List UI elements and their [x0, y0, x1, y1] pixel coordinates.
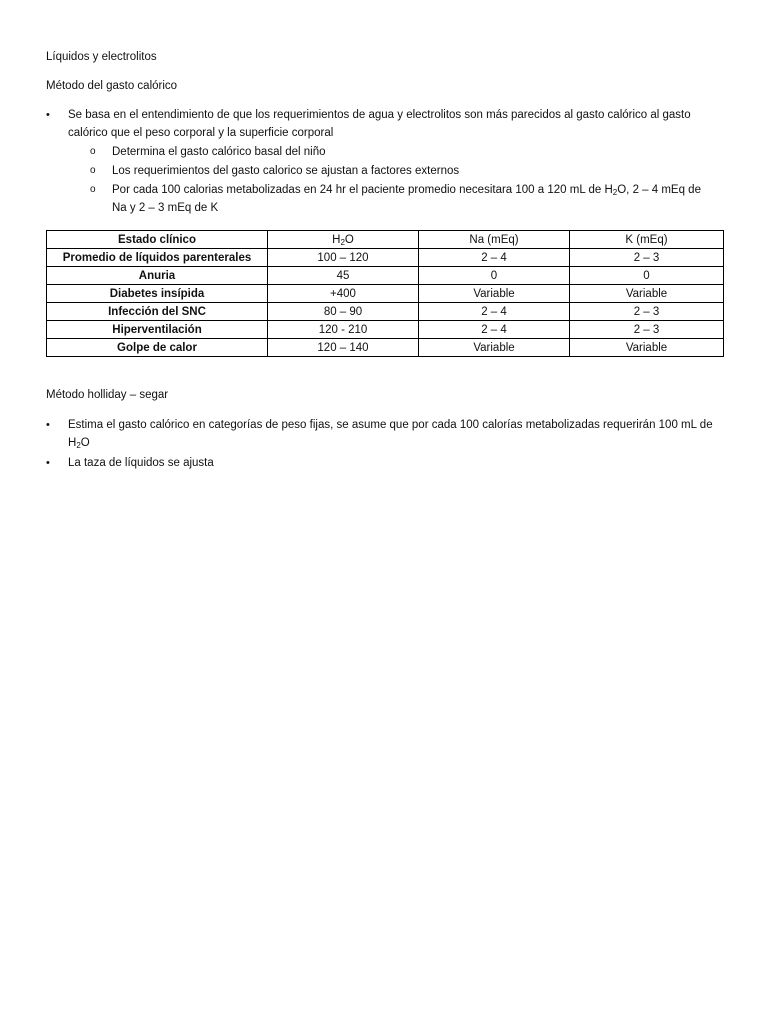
table-cell: 2 – 3 [570, 303, 724, 321]
subscript: 2 [76, 441, 81, 450]
clinical-states-table [46, 230, 724, 357]
table-cell: +400 [268, 285, 419, 303]
table-cell: Variable [419, 285, 570, 303]
text-run: Estima el gasto calórico en categorías de peso fijas, se asume que por cada 100 calorías metabolizadas requerirán 100 mL de H [68, 419, 713, 449]
table-cell: Variable [419, 339, 570, 357]
row-label: Anuria [47, 267, 268, 285]
text-run: H [332, 233, 341, 246]
sub-bullet-marker: o [90, 165, 96, 176]
table-cell: 0 [419, 267, 570, 285]
sub-bullet-marker: o [90, 184, 96, 195]
table-cell: 2 – 4 [419, 249, 570, 267]
table-cell: 120 - 210 [268, 321, 419, 339]
sub-list-item-text: Determina el gasto calórico basal del niño [112, 146, 326, 158]
text-run: Por cada 100 calorias metabolizadas en 24 hr el paciente promedio necesitara 100 a 120 mL de H [112, 184, 613, 196]
column-header: Estado clínico [47, 231, 268, 249]
section-heading-gasto-calorico: Método del gasto calórico [46, 80, 178, 92]
document-title: Líquidos y electrolitos [46, 51, 157, 63]
text-run: O [80, 437, 90, 449]
table-row [47, 285, 724, 303]
table-row [47, 303, 724, 321]
table-cell: 2 – 3 [570, 249, 724, 267]
table-cell: Variable [570, 285, 724, 303]
row-label: Diabetes insípida [47, 285, 268, 303]
bullet-marker: • [46, 419, 50, 431]
sub-list-item-text [112, 181, 718, 217]
subscript: 2 [612, 188, 618, 197]
list-item-text [68, 416, 724, 452]
table-cell: 80 – 90 [268, 303, 419, 321]
bullet-marker: • [46, 109, 50, 121]
table-cell: 45 [268, 267, 419, 285]
table-cell: 120 – 140 [268, 339, 419, 357]
subscript: 2 [340, 237, 345, 247]
list-item-text: La taza de líquidos se ajusta [68, 457, 214, 469]
table-cell: 100 – 120 [268, 249, 419, 267]
row-label: Infección del SNC [47, 303, 268, 321]
row-label: Promedio de líquidos parenterales [47, 249, 268, 267]
table-row [47, 267, 724, 285]
table-header-row [47, 231, 724, 249]
bullet-marker: • [46, 457, 50, 469]
row-label: Hiperventilación [47, 321, 268, 339]
text-run: O [344, 233, 354, 246]
table-cell: 2 – 4 [419, 321, 570, 339]
column-header: Na (mEq) [419, 231, 570, 249]
table-cell: Variable [570, 339, 724, 357]
sub-list-item-text: Los requerimientos del gasto calorico se ajustan a factores externos [112, 165, 460, 177]
table-cell: 2 – 3 [570, 321, 724, 339]
row-label: Golpe de calor [47, 339, 268, 357]
table-row [47, 339, 724, 357]
text-run: O, 2 – 4 mEq de Na y 2 – 3 mEq de K [112, 184, 701, 214]
section-heading-holliday-segar: Método holliday – segar [46, 389, 169, 401]
table-cell: 0 [570, 267, 724, 285]
column-header: K (mEq) [570, 231, 724, 249]
table-row [47, 321, 724, 339]
table-row [47, 249, 724, 267]
table-cell: 2 – 4 [419, 303, 570, 321]
column-header [268, 231, 419, 249]
sub-bullet-marker: o [90, 146, 96, 157]
list-item-text: Se basa en el entendimiento de que los requerimientos de agua y electrolitos son más parecidos al gasto calórico al gasto calórico que el peso corporal y la superficie corporal [68, 109, 691, 139]
